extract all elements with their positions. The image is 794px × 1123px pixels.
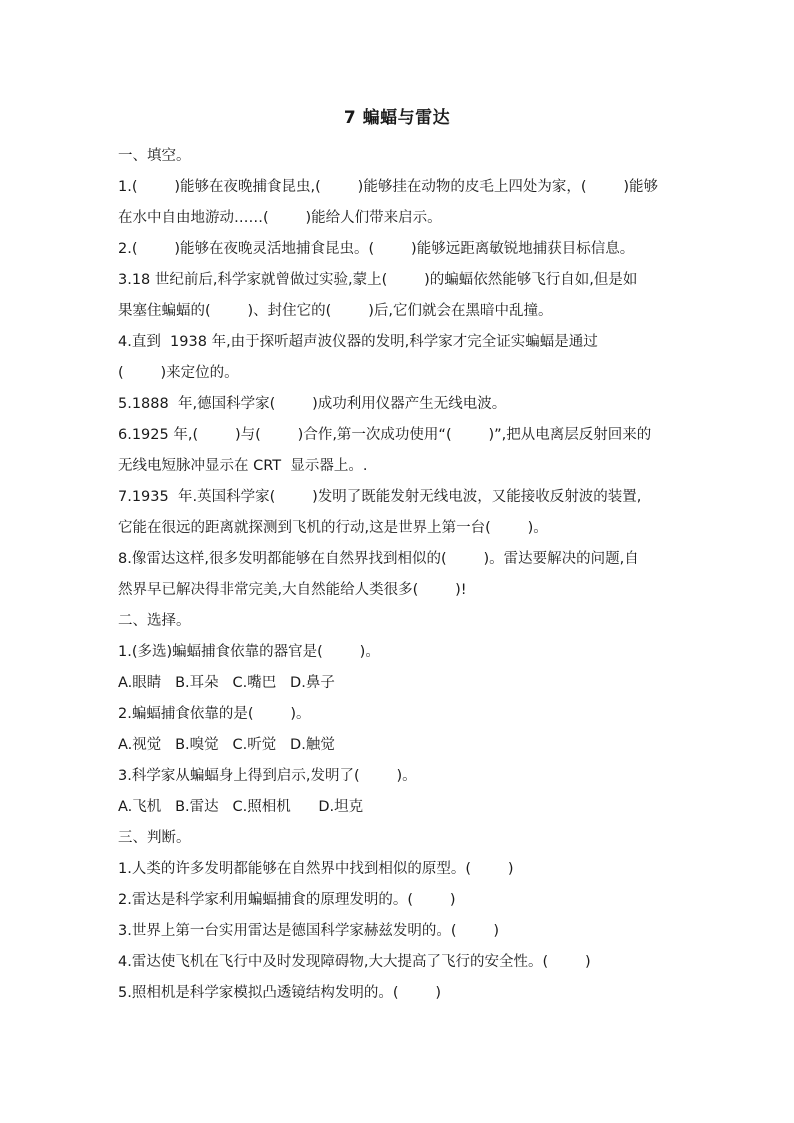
fill-question-4-line-2: ( )来定位的。 — [118, 365, 239, 381]
choice-question-1: 1.(多选)蝙蝠捕食依靠的器官是( )。 — [118, 644, 380, 660]
judge-question-4: 4.雷达使飞机在飞行中及时发现障碍物,大大提高了飞行的安全性。( ) — [118, 954, 591, 970]
fill-question-7-line-1: 7.1935 年.英国科学家( )发明了既能发射无线电波，又能接收反射波的装置, — [118, 489, 642, 505]
section-heading-judge: 三、判断。 — [118, 830, 191, 846]
choice-question-3-options: A.飞机 B.雷达 C.照相机 D.坦克 — [118, 799, 364, 815]
worksheet-body — [118, 141, 680, 1009]
fill-question-8-line-1: 8.像雷达这样,很多发明都能够在自然界找到相似的( )。雷达要解决的问题,自 — [118, 551, 639, 567]
section-heading-fill-blank: 一、填空。 — [118, 148, 191, 164]
choice-question-2-options: A.视觉 B.嗅觉 C.听觉 D.触觉 — [118, 737, 335, 753]
fill-question-3-line-1: 3.18 世纪前后,科学家就曾做过实验,蒙上( )的蝙蝠依然能够飞行自如,但是如 — [118, 272, 638, 288]
section-heading-choice: 二、选择。 — [118, 613, 191, 629]
judge-question-5: 5.照相机是科学家模拟凸透镜结构发明的。( ) — [118, 985, 442, 1001]
fill-question-4-line-1: 4.直到 1938 年,由于探听超声波仪器的发明,科学家才完全证实蝙蝠是通过 — [118, 334, 598, 350]
fill-question-5: 5.1888 年,德国科学家( )成功利用仪器产生无线电波。 — [118, 396, 507, 412]
judge-question-1: 1.人类的许多发明都能够在自然界中找到相似的原型。( ) — [118, 861, 514, 877]
page-title: 7 蝙蝠与雷达 — [343, 108, 451, 128]
fill-question-1-line-1: 1.( )能够在夜晚捕食昆虫,( )能够挂在动物的皮毛上四处为家，( )能够 — [118, 179, 659, 195]
fill-question-6-line-1: 6.1925 年,( )与( )合作,第一次成功使用“( )”,把从电离层反射回来的 — [118, 427, 652, 443]
fill-question-1-line-2: 在水中自由地游动……( )能给人们带来启示。 — [118, 210, 442, 226]
judge-question-3: 3.世界上第一台实用雷达是德国科学家赫兹发明的。( ) — [118, 923, 500, 939]
fill-question-8-line-2: 然界早已解决得非常完美,大自然能给人类很多( )! — [118, 582, 467, 598]
choice-question-1-options: A.眼睛 B.耳朵 C.嘴巴 D.鼻子 — [118, 675, 335, 691]
fill-question-2: 2.( )能够在夜晚灵活地捕食昆虫。( )能够远距离敏锐地捕获目标信息。 — [118, 241, 635, 257]
judge-question-2: 2.雷达是科学家利用蝙蝠捕食的原理发明的。( ) — [118, 892, 456, 908]
fill-question-6-line-2: 无线电短脉冲显示在 CRT 显示器上。. — [118, 458, 368, 474]
choice-question-2: 2.蝙蝠捕食依靠的是( )。 — [118, 706, 311, 722]
choice-question-3: 3.科学家从蝙蝠身上得到启示,发明了( )。 — [118, 768, 417, 784]
fill-question-7-line-2: 它能在很远的距离就探测到飞机的行动,这是世界上第一台( )。 — [118, 520, 548, 536]
fill-question-3-line-2: 果塞住蝙蝠的( )、封住它的( )后,它们就会在黑暗中乱撞。 — [118, 303, 553, 319]
